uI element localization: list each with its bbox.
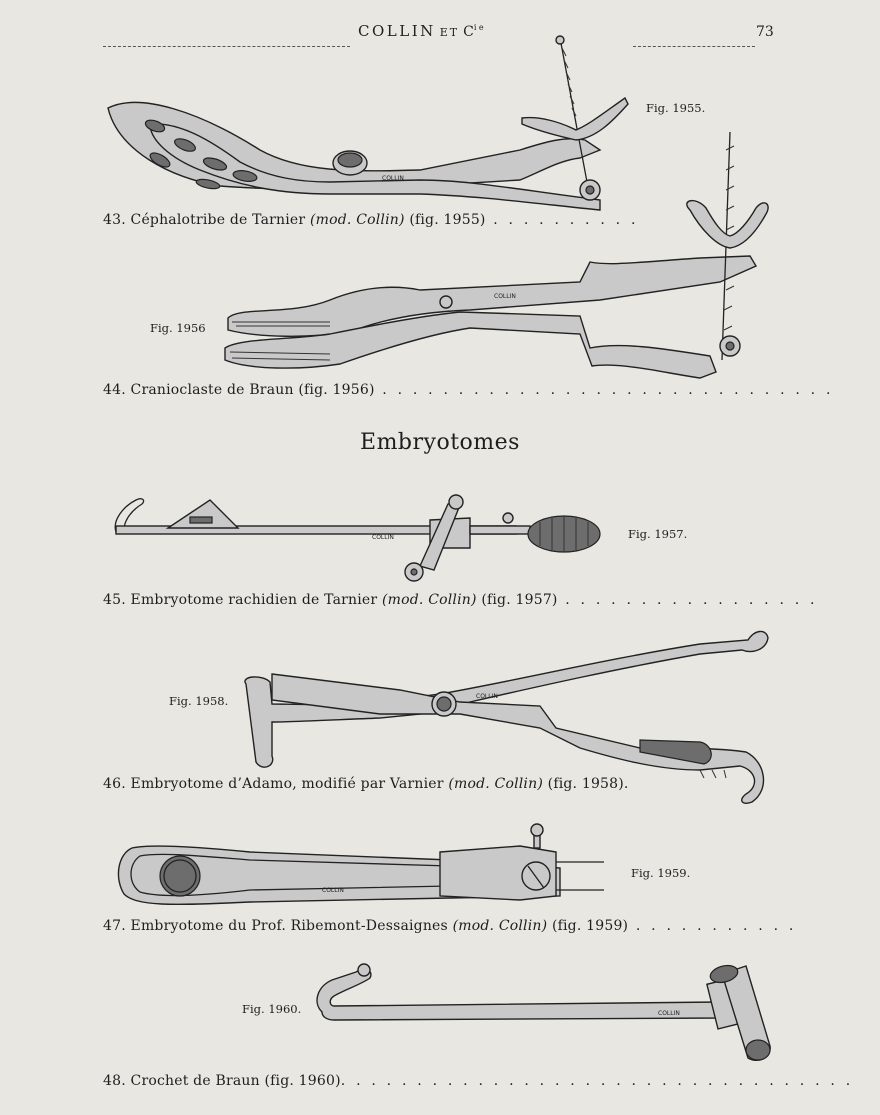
item-46-name: Embryotome d’Adamo, modifié par Varnier xyxy=(130,776,444,792)
item-43-fig-ref: (fig. 1955) xyxy=(409,212,486,228)
item-47-leader: . . . . . . . . . . . xyxy=(628,918,797,934)
item-45-number: 45. xyxy=(103,592,126,608)
header-title-main: COLLIN xyxy=(358,22,436,40)
item-47-model: (mod. Collin) xyxy=(452,918,548,934)
item-48-leader: . . . . . . . . . . . . . . . . . . . . . . . . . . . . . . . . . . xyxy=(340,1073,854,1089)
header-title-cie: C xyxy=(463,24,474,40)
item-45-fig-ref: (fig. 1957) xyxy=(481,592,558,608)
fig-1955-label: Fig. 1955. xyxy=(646,101,706,115)
item-44-leader: . . . . . . . . . . . . . . . . . . . . . . . . . . . . . . xyxy=(374,382,834,398)
item-47-number: 47. xyxy=(103,918,126,934)
item-46-model: (mod. Collin) xyxy=(448,776,543,792)
fig-1960-mark: COLLIN xyxy=(658,1010,680,1017)
fig-1959-mark: COLLIN xyxy=(322,887,344,894)
page-number: 73 xyxy=(756,24,774,40)
fig-1958-label: Fig. 1958. xyxy=(169,694,229,708)
item-46-fig-ref: (fig. 1958). xyxy=(547,776,629,792)
fig-1956-mark: COLLIN xyxy=(494,293,516,300)
fig-1959-label: Fig. 1959. xyxy=(631,866,691,880)
item-48-number: 48. xyxy=(103,1073,126,1089)
fig-1960-label: Fig. 1960. xyxy=(242,1002,302,1016)
item-43-number: 43. xyxy=(103,212,126,228)
item-45-leader: . . . . . . . . . . . . . . . . . xyxy=(557,592,818,608)
item-43-name: Céphalotribe de Tarnier xyxy=(130,212,306,228)
fig-1957-mark: COLLIN xyxy=(372,534,394,541)
item-48-fig-ref: (fig. 1960) xyxy=(264,1073,341,1089)
item-44-number: 44. xyxy=(103,382,126,398)
section-title-embryotomes: Embryotomes xyxy=(360,430,520,455)
fig-1957-label: Fig. 1957. xyxy=(628,527,688,541)
item-43-leader: . . . . . . . . . . xyxy=(485,212,639,228)
fig-1958-mark: COLLIN xyxy=(476,693,498,700)
item-48-caption xyxy=(103,1073,853,1089)
header-title-et: ET xyxy=(439,26,460,39)
item-46-number: 46. xyxy=(103,776,126,792)
item-48-name: Crochet de Braun xyxy=(130,1073,260,1089)
item-45-name: Embryotome rachidien de Tarnier xyxy=(130,592,378,608)
item-47-fig-ref: (fig. 1959) xyxy=(551,918,629,934)
item-47-name: Embryotome du Prof. Ribemont-Dessaignes xyxy=(130,918,448,934)
header-title-cie-sup: ie xyxy=(473,23,487,32)
item-43-model: (mod. Collin) xyxy=(309,212,405,228)
fig-1956-label: Fig. 1956 xyxy=(150,321,206,335)
item-45-model: (mod. Collin) xyxy=(381,592,477,608)
fig-1955-mark: COLLIN xyxy=(382,175,404,182)
item-44-fig-ref: (fig. 1956) xyxy=(298,382,375,398)
item-44-name: Cranioclaste de Braun xyxy=(130,382,294,398)
